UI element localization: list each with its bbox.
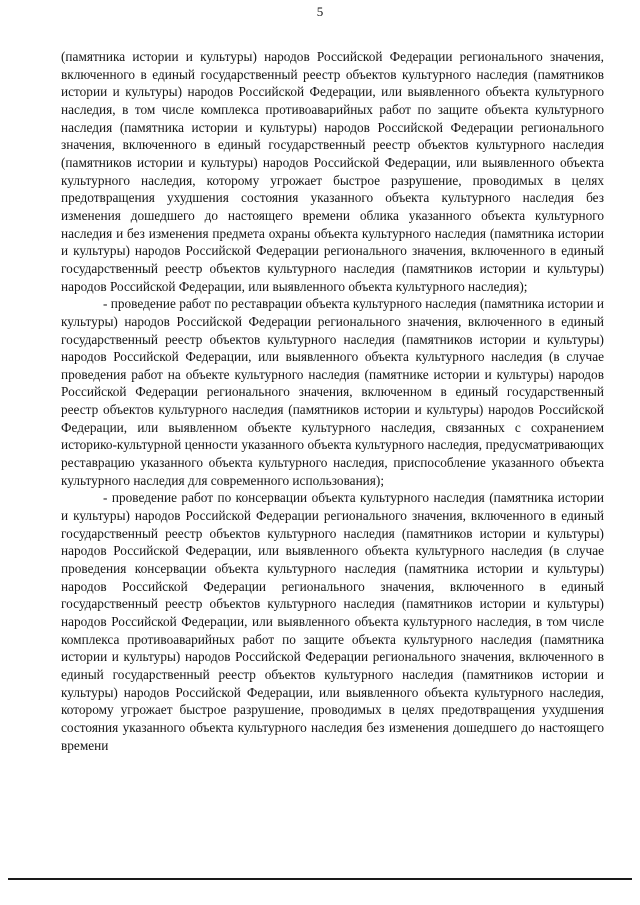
paragraph-conservation-works: - проведение работ по консервации объекта культурного наследия (памятника истории и культуры) народов Российской Федерации регионального значения, включенного в единый государственный реестр объектов культурного наследия (памятников истории и культуры) народов Российской Федерации, или выявленного объекта культурного наследия (в случае проведения консервации объекта культурного наследия (памятника истории и культуры) народов Российской Федерации регионального значения, включенного в единый государственный реестр объектов культурного наследия (памятников истории и культуры) народов Российской Федерации, или выявленного объекта культурного наследия, в том числе комплекса противоаварийных работ по защите объекта культурного наследия (памятника истории и культуры) народов Российской Федерации регионального значения, включенного в единый государственный реестр объектов культурного наследия (памятников истории и культуры) народов Российской Федерации, или выявленного объекта культурного наследия, которому угрожает быстрое разрушение, проводимых в целях предотвращения ухудшения состояния указанного объекта культурного наследия без изменения дошедшего до настоящего времени	[61, 490, 604, 753]
paragraph-continuation: (памятника истории и культуры) народов Российской Федерации регионального значения, включенного в единый государственный реестр объектов культурного наследия (памятников истории и культуры) народов Российской Федерации, или выявленного объекта культурного наследия, в том числе комплекса противоаварийных работ по защите объекта культурного наследия (памятника истории и культуры) народов Российской Федерации регионального значения, включенного в единый государственный реестр объектов культурного наследия (памятников истории и культуры) народов Российской Федерации, или выявленного объекта культурного наследия, которому угрожает быстрое разрушение, проводимых в целях предотвращения ухудшения состояния указанного объекта культурного наследия без изменения дошедшего до настоящего времени облика указанного объекта культурного наследия и без изменения предмета охраны объекта культурного наследия (памятника истории и культуры) народов Российской Федерации регионального значения, включенного в единый государственный реестр объектов культурного наследия (памятников истории и культуры) народов Российской Федерации, или выявленного объекта культурного наследия);	[61, 49, 604, 294]
document-body	[61, 48, 604, 754]
page-bottom-rule	[8, 878, 632, 880]
page-number: 5	[316, 4, 324, 19]
paragraph-restoration-works: - проведение работ по реставрации объекта культурного наследия (памятника истории и культуры) народов Российской Федерации регионального значения, включенного в единый государственный реестр объектов культурного наследия (памятников истории и культуры) народов Российской Федерации, или выявленного объекта культурного наследия (в случае проведения работ на объекте культурного наследия (памятнике истории и культуры) народов Российской Федерации регионального значения, включенном в единый государственный реестр объектов культурного наследия (памятников истории и культуры) народов Российской Федерации, или выявленном объекте культурного наследия, связанных с сохранением историко-культурной ценности указанного объекта культурного наследия, предусматривающих реставрацию указанного объекта культурного наследия, приспособление указанного объекта культурного наследия для современного использования);	[61, 296, 604, 488]
